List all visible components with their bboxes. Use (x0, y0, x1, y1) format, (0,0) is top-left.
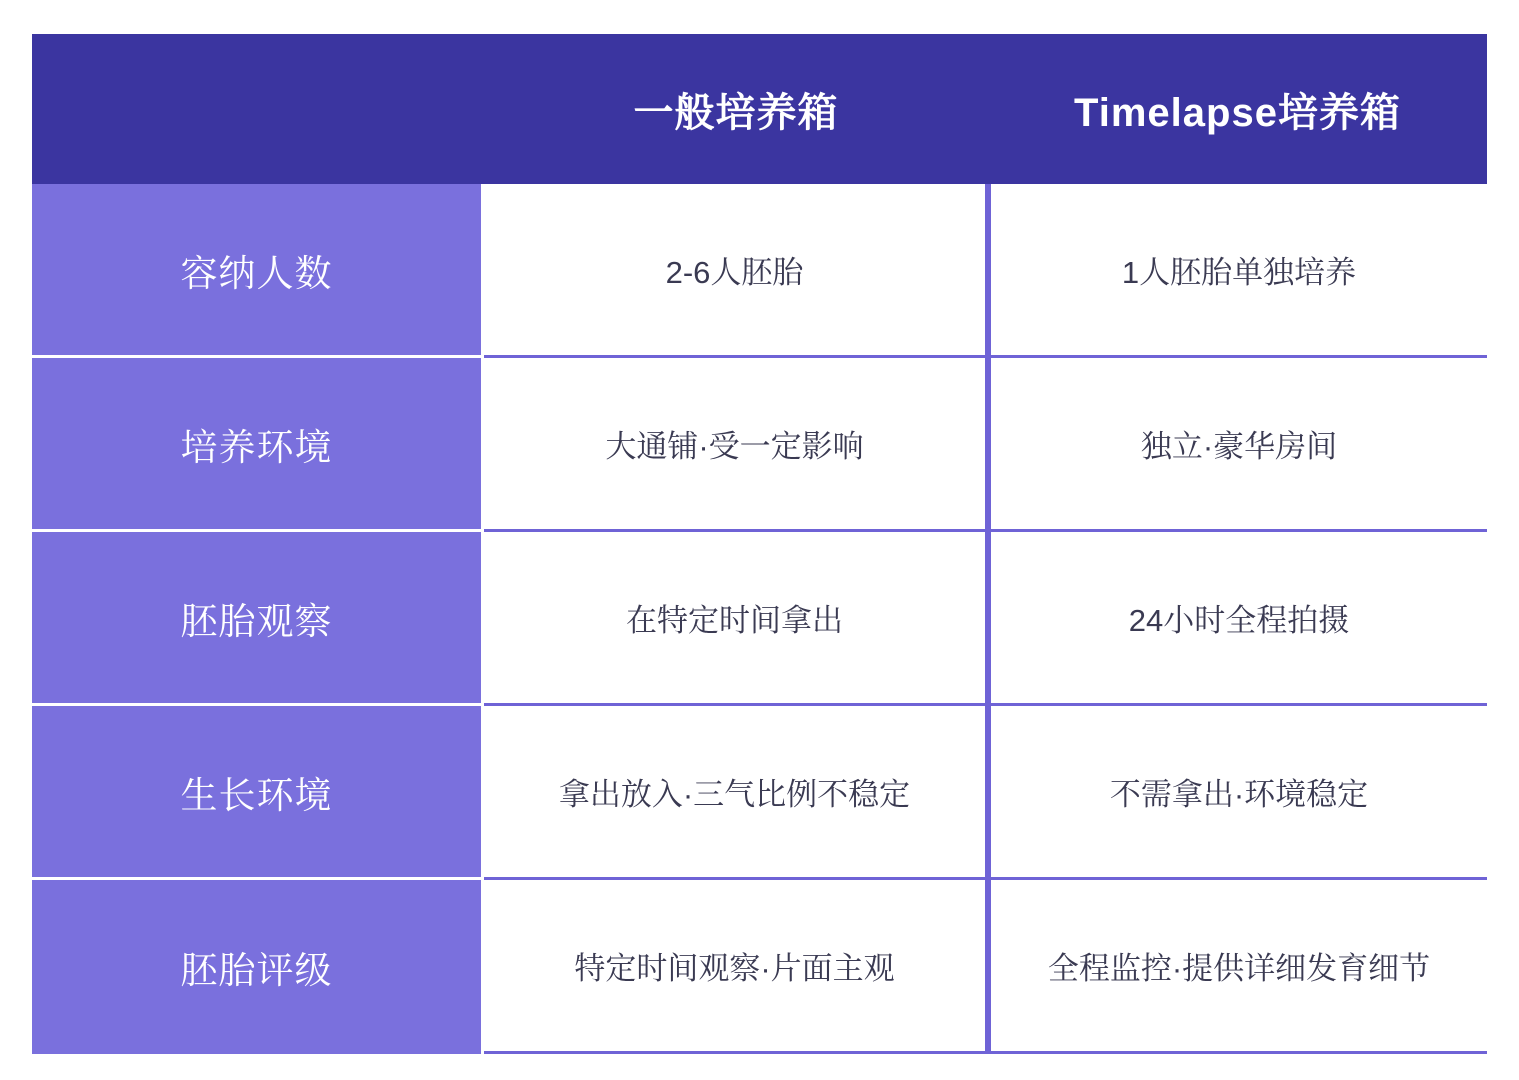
column-header-standard-incubator: 一般培养箱 (484, 34, 988, 184)
cell-embryo-observation-timelapse: 24小时全程拍摄 (988, 532, 1487, 706)
cell-growth-environment-standard: 拿出放入·三气比例不稳定 (484, 706, 988, 880)
cell-embryo-grading-timelapse: 全程监控·提供详细发育细节 (988, 880, 1487, 1054)
table-header (32, 34, 1487, 184)
cell-capacity-standard: 2-6人胚胎 (484, 184, 988, 358)
row-label-embryo-observation: 胚胎观察 (32, 532, 484, 706)
row-label-growth-environment: 生长环境 (32, 706, 484, 880)
row-label-capacity: 容纳人数 (32, 184, 484, 358)
cell-embryo-grading-standard: 特定时间观察·片面主观 (484, 880, 988, 1054)
incubator-comparison-table (32, 34, 1487, 1054)
cell-growth-environment-timelapse: 不需拿出·环境稳定 (988, 706, 1487, 880)
cell-capacity-timelapse: 1人胚胎单独培养 (988, 184, 1487, 358)
table-body (32, 184, 1487, 1054)
cell-culture-environment-standard: 大通铺·受一定影响 (484, 358, 988, 532)
table-header-row (32, 34, 1487, 184)
table-corner-cell (32, 34, 484, 184)
row-label-culture-environment: 培养环境 (32, 358, 484, 532)
column-header-timelapse-incubator: Timelapse培养箱 (988, 34, 1487, 184)
row-label-embryo-grading: 胚胎评级 (32, 880, 484, 1054)
cell-culture-environment-timelapse: 独立·豪华房间 (988, 358, 1487, 532)
table-row (32, 532, 1487, 706)
table-row (32, 706, 1487, 880)
table-row (32, 880, 1487, 1054)
table-row (32, 184, 1487, 358)
table-row (32, 358, 1487, 532)
cell-embryo-observation-standard: 在特定时间拿出 (484, 532, 988, 706)
